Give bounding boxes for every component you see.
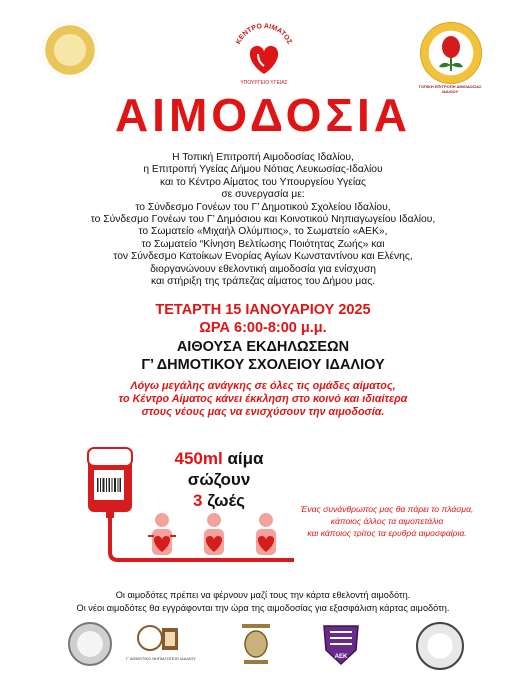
sponsor-logo-kindergarten xyxy=(126,622,196,666)
intro-line: το Σωματείο “Κίνηση Βελτίωσης Ποιότητας Ζωής» και xyxy=(141,238,385,250)
appeal-line: Λόγω μεγάλης ανάγκης σε όλες τις ομάδες αίματος, xyxy=(130,380,396,392)
event-venue-school: Γ’ ΔΗΜΟΤΙΚΟΥ ΣΧΟΛΕΙΟΥ ΙΔΑΛΙΟΥ xyxy=(141,357,385,373)
event-time: ΩΡΑ 6:00-8:00 μ.μ. xyxy=(199,320,327,336)
poster-title: ΑΙΜΟΔΟΣΙΑ xyxy=(114,89,412,141)
intro-line: σε συνεργασία με: xyxy=(221,189,305,201)
sponsor-logo-parents-association xyxy=(68,622,112,666)
aek-crest-icon xyxy=(322,622,360,666)
intro-line: η Επιτροπή Υγείας Δήμου Νότιας Λευκωσίας-Ιδαλίου xyxy=(143,164,383,176)
intro-line: το Σύνδεσμο Γονέων του Γ’ Δημόσιου και Κοινοτικού Νηπιαγωγείου Ιδαλίου, xyxy=(90,214,436,226)
intro-line: τον Σύνδεσμο Κατοίκων Ενορίας Αγίων Κωνσταντίνου και Ελένης, xyxy=(113,251,413,263)
slogan-word-blood: αίμα xyxy=(227,449,264,468)
plasma-line: και κάποιος τρίτος τα ερυθρά αιμοσφαίρια. xyxy=(307,528,467,538)
slogan-number: 3 xyxy=(193,491,203,510)
blood-centre-logo xyxy=(228,18,300,88)
local-committee-logo-caption: ΤΟΠΙΚΗ ΕΠΙΤΡΟΠΗ ΑΙΜΟΔΟΣΙΑΣ ΙΔΑΛΙΟΥ xyxy=(418,84,482,94)
event-date: ΤΕΤΑΡΤΗ 15 ΙΑΝΟΥΑΡΙΟΥ 2025 xyxy=(155,302,371,318)
plasma-line: Ένας συνάνθρωπος μας θα πάρει το πλάσμα, xyxy=(300,504,474,514)
slogan-amount: 450ml xyxy=(174,449,223,468)
sponsor-logo-residents-association xyxy=(416,622,464,670)
slogan-line-2: σώζουν xyxy=(187,470,251,489)
event-venue-hall: ΑΙΘΟΥΣΑ ΕΚΔΗΛΩΣΕΩΝ xyxy=(176,339,350,355)
slogan-line-1 xyxy=(152,449,286,469)
slogan-word-lives: ζωές xyxy=(207,491,245,510)
intro-line: το Σύνδεσμο Γονέων του Γ’ Δημοτικού Σχολείου Ιδαλίου, xyxy=(135,201,391,213)
portrait-emblem-icon xyxy=(238,622,274,668)
svg-text:ΚΕΝΤΡΟ ΑΙΜΑΤΟΣ xyxy=(235,23,293,46)
aek-crest-text: AEK xyxy=(334,654,348,660)
bottom-notes xyxy=(0,589,526,615)
intro-line: και στήριξη της τράπεζας αίματος του Δήμου μας. xyxy=(150,276,376,288)
center-logo-sub-text: ΥΠΟΥΡΓΕΙΟ ΥΓΕΙΑΣ xyxy=(240,80,288,86)
left-organization-logo xyxy=(42,22,98,78)
intro-line: Η Τοπική Επιτροπή Αιμοδοσίας Ιδαλίου, xyxy=(172,152,354,163)
intro-line: και το Κέντρο Αίματος του Υπουργείου Υγείας xyxy=(159,176,367,188)
bottom-note: Οι αιμοδότες πρέπει να φέρνουν μαζί τους την κάρτα εθελοντή αιμοδότη. xyxy=(115,590,411,600)
local-committee-logo xyxy=(420,22,482,84)
appeal-line: το Κέντρο Αίματος κάνει έκκληση στο κοινό και ιδιαίτερα xyxy=(118,393,408,405)
intro-line: διοργανώνουν εθελοντική αιμοδοσία για ενίσχυση xyxy=(150,263,376,275)
intro-paragraph xyxy=(0,152,526,288)
bottom-note: Οι νέοι αιμοδότες θα εγγράφονται την ώρα της αιμοδοσίας για εξασφάλιση κάρτας αιμοδότη. xyxy=(76,603,450,613)
sponsor-logo-aek xyxy=(322,622,360,666)
intro-line: το Σωματείο «Μιχαήλ Ολύμπιος», το Σωματείο «ΑΕΚ», xyxy=(138,226,388,238)
flower-icon xyxy=(421,23,481,83)
heart-icon xyxy=(250,46,278,74)
sponsor-caption: Γ’ ΔΗΜΟΤΙΚΟ ΝΗΠΙΑΓΩΓΕΙΟ ΙΔΑΛΙΟΥ xyxy=(126,656,196,661)
plasma-line: κάποιος άλλος τα αιμοπετάλια xyxy=(330,516,444,526)
sponsor-logo-michael-olympios xyxy=(238,622,274,668)
appeal-paragraph xyxy=(0,380,526,419)
appeal-line: στους νέους μας να ενισχύσουν την αιμοδοσία. xyxy=(141,406,385,418)
slogan-line-3 xyxy=(172,491,266,511)
center-logo-arc-text: ΚΕΝΤΡΟ ΑΙΜΑΤΟΣ xyxy=(235,22,293,46)
